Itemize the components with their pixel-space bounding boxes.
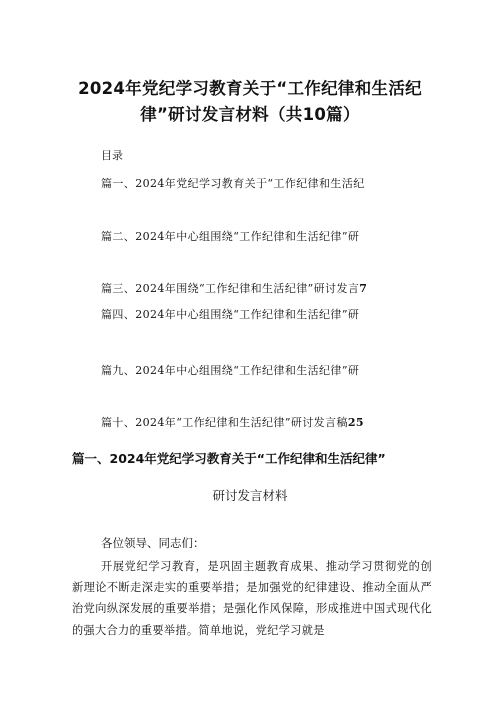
section-heading: 篇一、2024年党纪学习教育关于“工作纪律和生活纪律”	[72, 451, 386, 466]
document-title-line2: 律”研讨发言材料（共10篇）	[140, 105, 360, 124]
toc-item-label: 篇一、2024年党纪学习教育关于“工作纪律和生活纪	[101, 177, 365, 190]
document-title-line1: 2024年党纪学习教育关于“工作纪律和生活纪	[78, 79, 422, 98]
toc-item-label: 篇十、2024年“工作纪律和生活纪律”研讨发言稿	[101, 416, 348, 429]
section-subheading: 研讨发言材料	[212, 488, 288, 503]
toc-item[interactable]	[101, 414, 364, 430]
toc-item-label: 篇九、2024年中心组围绕“工作纪律和生活纪律”研	[101, 364, 360, 377]
toc-item-label: 篇四、2024年中心组围绕“工作纪律和生活纪律”研	[101, 308, 360, 321]
toc-item[interactable]	[101, 306, 359, 322]
toc-heading: 目录	[101, 149, 123, 162]
toc-item-label: 篇三、2024年围绕“工作纪律和生活纪律”研讨发言	[101, 282, 360, 295]
greeting: 各位领导、同志们：	[101, 536, 205, 550]
body-paragraph: 开展党纪学习教育，是巩固主题教育成果、推动学习贯彻党的创新理论不断走深走实的重要举措；是加强党的纪律建设、推动全面从严治党向纵深发展的重要举措；是强化作风保障，形成推进中国式现代化的强大合力的重要举措。简单地说，党纪学习就是	[72, 560, 432, 637]
toc-item[interactable]	[101, 280, 367, 296]
toc-item-label: 篇二、2024年中心组围绕“工作纪律和生活纪律”研	[101, 230, 360, 243]
toc-item-page: 25	[347, 416, 364, 429]
toc-item[interactable]	[101, 228, 359, 244]
toc-item[interactable]	[101, 362, 359, 378]
toc-item[interactable]	[101, 175, 365, 191]
toc-item-page: 7	[359, 282, 368, 295]
